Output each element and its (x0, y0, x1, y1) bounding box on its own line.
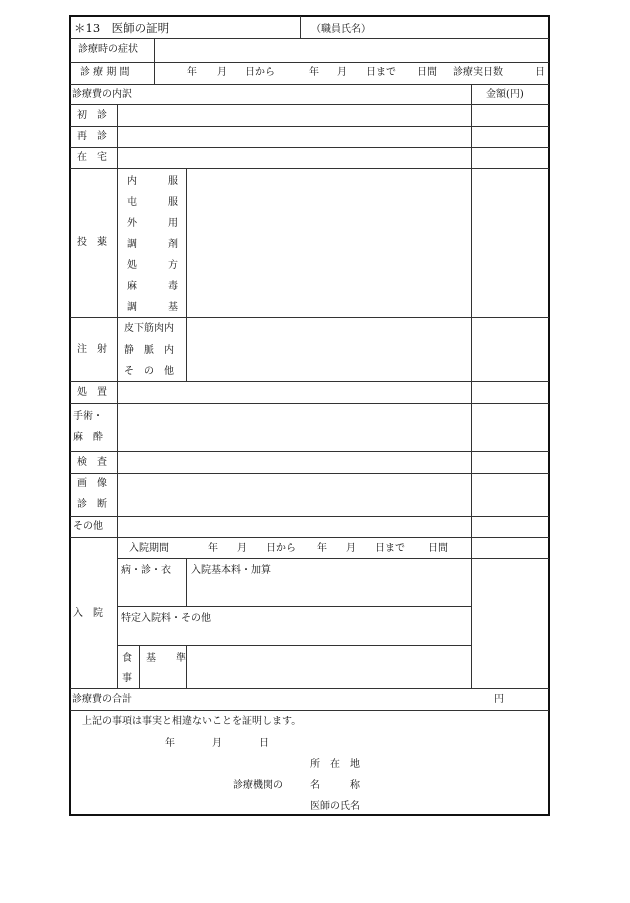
period-year: 年 (187, 67, 197, 78)
period-from: 日から (245, 67, 275, 78)
med-item-b: 服 (168, 176, 178, 187)
address-label: 所 在 地 (310, 759, 360, 770)
injection-subcutaneous: 皮下筋肉内 (124, 323, 174, 334)
actual-days-label: 診療実日数 (453, 67, 503, 78)
hosp-month: 月 (237, 543, 247, 554)
period-month-2: 月 (337, 67, 347, 78)
certification-statement: 上記の事項は事実と相違ないことを証明します。 (82, 716, 302, 727)
hosp-meal-b: 事 (122, 673, 132, 684)
institution-label: 診療機関の (233, 780, 283, 791)
actual-days-unit: 日 (535, 67, 545, 78)
row-nyuin: 入 院 (73, 608, 103, 619)
row-zaitaku: 在 宅 (77, 152, 107, 163)
row-shochi: 処 置 (77, 387, 107, 398)
row-shindan: 診 断 (77, 499, 107, 510)
med-item-a: 内 (127, 176, 137, 187)
staff-name-label: （職員氏名） (311, 24, 371, 35)
injection-other: そ の 他 (124, 366, 174, 377)
doctor-name-label: 医師の氏名 (310, 801, 360, 812)
med-item-b: 方 (168, 260, 178, 271)
med-item-b: 基 (168, 302, 178, 313)
breakdown-label: 診療費の内訳 (72, 89, 132, 100)
institution-name-label: 名 称 (310, 780, 360, 791)
period-month: 月 (217, 67, 227, 78)
hosp-period-label: 入院期間 (129, 543, 169, 554)
med-item-b: 毒 (168, 281, 178, 292)
row-kensa: 検 査 (77, 457, 107, 468)
med-item-b: 剤 (168, 239, 178, 250)
row-masui: 麻 酔 (73, 432, 103, 443)
hosp-days: 日間 (428, 543, 448, 554)
period-days: 日間 (417, 67, 437, 78)
med-item-a: 調 (127, 302, 137, 313)
med-item-a: 麻 (127, 281, 137, 292)
hosp-until: 日まで (375, 543, 405, 554)
period-label: 診 療 期 間 (80, 67, 130, 78)
row-chusha: 注 射 (77, 344, 107, 355)
med-item-a: 調 (127, 239, 137, 250)
hosp-month-2: 月 (346, 543, 356, 554)
injection-intravenous: 静 脈 内 (124, 345, 174, 356)
hosp-year: 年 (208, 543, 218, 554)
row-shujutsu: 手術・ (73, 411, 103, 422)
cert-month: 月 (212, 738, 222, 749)
amount-label: 金額(円) (486, 89, 524, 100)
hosp-year-2: 年 (317, 543, 327, 554)
row-sonota: その他 (73, 521, 103, 532)
hosp-basic-fee: 入院基本料・加算 (191, 565, 271, 576)
period-year-2: 年 (309, 67, 319, 78)
med-item-b: 用 (168, 218, 178, 229)
total-unit: 円 (494, 694, 504, 705)
form-title: ＊13 医師の証明 (74, 21, 170, 35)
hosp-special-fee: 特定入院料・その他 (121, 613, 211, 624)
total-label: 診療費の合計 (72, 694, 132, 705)
symptoms-field[interactable] (155, 39, 549, 61)
row-saishin: 再 診 (77, 131, 107, 142)
period-until: 日まで (366, 67, 396, 78)
med-item-a: 外 (127, 218, 137, 229)
cert-day: 日 (259, 738, 269, 749)
med-item-a: 処 (127, 260, 137, 271)
symptoms-label: 診療時の症状 (78, 44, 138, 55)
cert-year: 年 (165, 738, 175, 749)
hosp-standard: 基 準 (146, 653, 186, 664)
hosp-ward-label: 病・診・衣 (121, 565, 171, 576)
row-shoshin: 初 診 (77, 110, 107, 121)
hosp-from: 日から (266, 543, 296, 554)
row-toyaku: 投 薬 (77, 237, 107, 248)
med-item-a: 屯 (127, 197, 137, 208)
med-item-b: 服 (168, 197, 178, 208)
row-gazo: 画 像 (77, 478, 107, 489)
certificate-form (69, 15, 550, 816)
hosp-meal-a: 食 (122, 653, 132, 664)
